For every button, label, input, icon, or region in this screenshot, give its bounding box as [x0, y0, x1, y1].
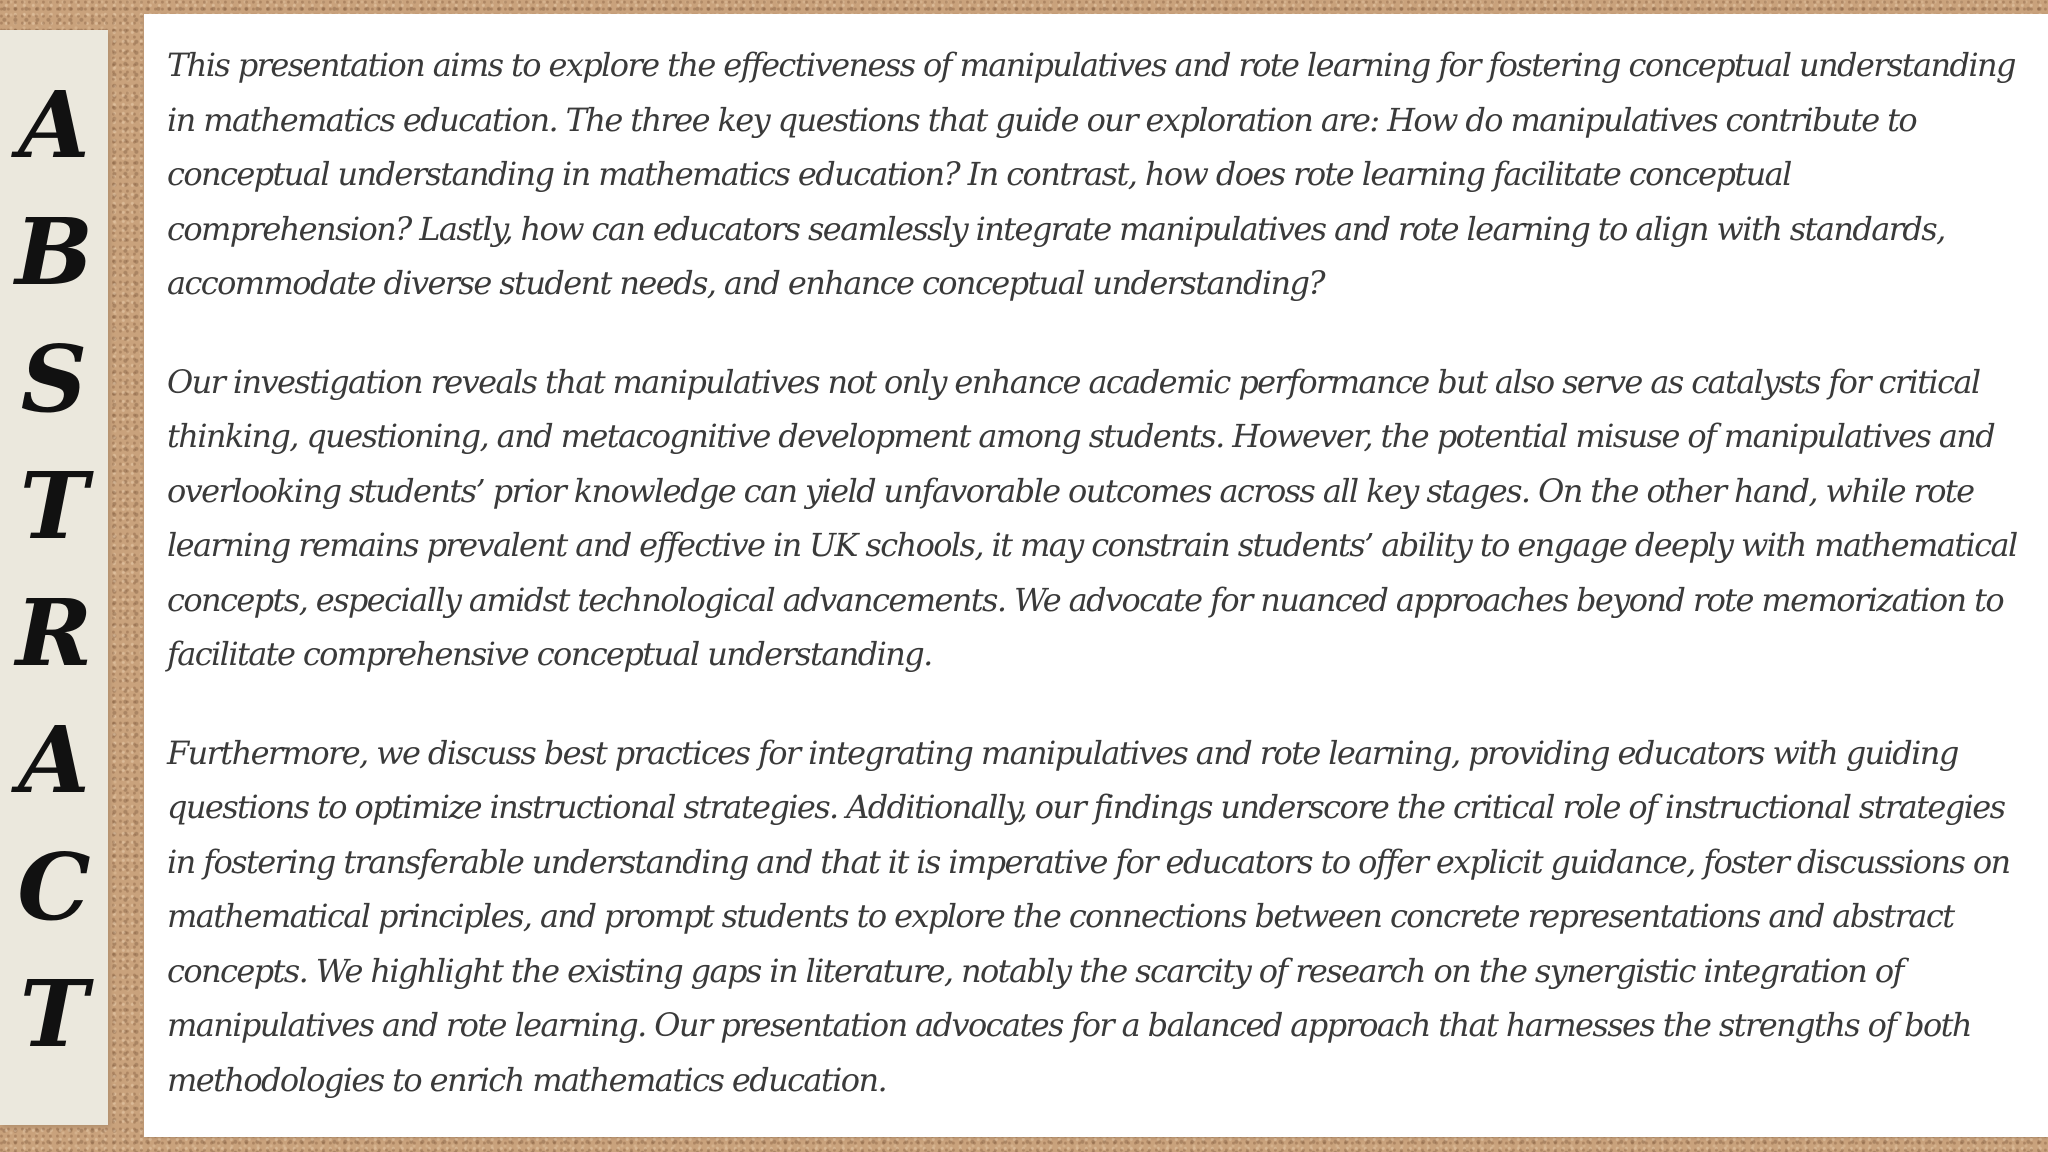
abstract-paragraph-findings: Our investigation reveals that manipulatives not only enhance academic performance but also serve as catalysts for critical thinking, questioning, and metacognitive development among students. However, the potential misuse of manipulatives and overlooking students’ prior knowledge can yield unfavorable outcomes across all key stages. On the other hand, while rote learning remains prevalent and effective in UK schools, it may constrain students’ ability to engage deeply with mathematical concepts, especially amidst technological advancements. We advocate for nuanced approaches beyond rote memorization to facilitate comprehensive conceptual understanding.	[167, 362, 2017, 673]
title-letter: T	[19, 960, 89, 1068]
title-letter: C	[17, 833, 91, 941]
title-letter: T	[19, 452, 89, 560]
title-letter: A	[18, 706, 90, 814]
title-letter: B	[15, 198, 93, 306]
abstract-vertical-title	[0, 62, 108, 1078]
abstract-body	[167, 38, 2027, 1151]
abstract-paragraph-practices: Furthermore, we discuss best practices for integrating manipulatives and rote learning, providing educators with guiding questions to optimize instructional strategies. Additionally, our findings underscore the critical role of instructional strategies in fostering transferable understanding and that it is imperative for educators to offer explicit guidance, foster discussions on mathematical principles, and prompt students to explore the connections between concrete representations and abstract concepts. We highlight the existing gaps in literature, notably the scarcity of research on the synergistic integration of manipulatives and rote learning. Our presentation advocates for a balanced approach that harnesses the strengths of both methodologies to enrich mathematics education.	[167, 733, 2010, 1099]
title-letter: A	[18, 71, 90, 179]
abstract-paragraph-intro: This presentation aims to explore the effectiveness of manipulatives and rote learning for fostering conceptual understanding in mathematics education. The three key questions that guide our exploration are: How do manipulatives contribute to conceptual understanding in mathematics education? In contrast, how does rote learning facilitate conceptual comprehension? Lastly, how can educators seamlessly integrate manipulatives and rote learning to align with standards, accommodate diverse student needs, and enhance conceptual understanding?	[167, 46, 2015, 302]
title-letter: R	[15, 579, 93, 687]
title-letter: S	[20, 325, 88, 433]
